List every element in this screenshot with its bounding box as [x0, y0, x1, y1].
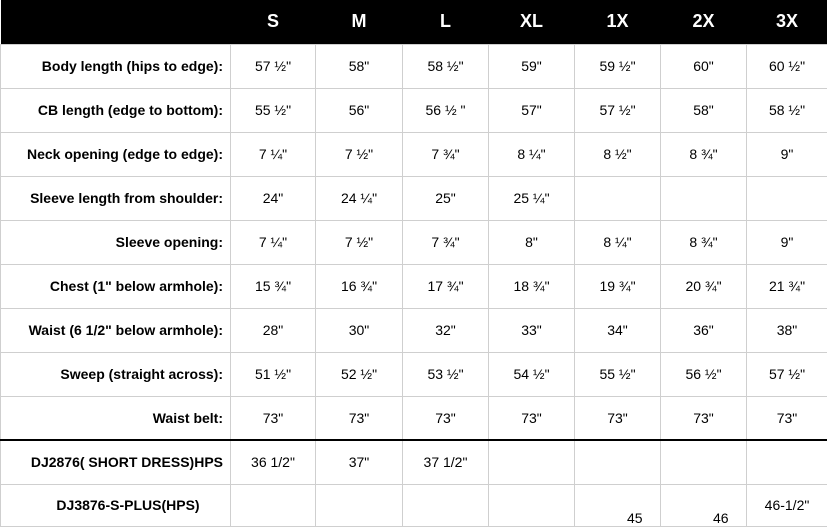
header-size-xl: XL: [489, 0, 575, 44]
cell-value: [661, 176, 747, 220]
cell-value: 7 ¼": [231, 132, 316, 176]
cell-value: 55 ½": [575, 352, 661, 396]
cell-value: [575, 440, 661, 484]
cell-value: 20 ¾": [661, 264, 747, 308]
cell-value: 51 ½": [231, 352, 316, 396]
cell-value: 56": [316, 88, 403, 132]
cell-value: 60": [661, 44, 747, 88]
cell-value: 8 ½": [575, 132, 661, 176]
cell-value: [489, 484, 575, 526]
cell-value: 73": [231, 396, 316, 440]
cell-value: 73": [747, 396, 827, 440]
header-size-3x: 3X: [747, 0, 827, 44]
cell-value: 33": [489, 308, 575, 352]
row-plus: [1, 484, 827, 526]
cell-value-text: 46: [713, 510, 729, 526]
cell-value: 73": [661, 396, 747, 440]
cell-value: 58": [316, 44, 403, 88]
header-size-2x: 2X: [661, 0, 747, 44]
cell-value: 7 ¼": [231, 220, 316, 264]
cell-value: 57 ½": [575, 88, 661, 132]
cell-value: [747, 440, 827, 484]
header-size-l: L: [403, 0, 489, 44]
row-label: DJ3876-S-PLUS(HPS): [1, 484, 231, 526]
cell-value: 73": [489, 396, 575, 440]
cell-value: 8 ¾": [661, 132, 747, 176]
header-size-m: M: [316, 0, 403, 44]
cell-value: 54 ½": [489, 352, 575, 396]
cell-value: 56 ½": [661, 352, 747, 396]
row-sleeve-length: [1, 176, 827, 220]
cell-value: 8": [489, 220, 575, 264]
cell-value: 36": [661, 308, 747, 352]
cell-value: [403, 484, 489, 526]
cell-value: 73": [403, 396, 489, 440]
cell-value: 7 ½": [316, 132, 403, 176]
cell-value: [747, 176, 827, 220]
cell-value: 57 ½": [747, 352, 827, 396]
cell-value: 15 ¾": [231, 264, 316, 308]
cell-value: 56 ½ ": [403, 88, 489, 132]
row-sweep: [1, 352, 827, 396]
cell-value: 7 ¾": [403, 132, 489, 176]
cell-value: 30": [316, 308, 403, 352]
cell-value: [575, 176, 661, 220]
cell-value: [575, 484, 661, 526]
cell-value: 25": [403, 176, 489, 220]
cell-value: 17 ¾": [403, 264, 489, 308]
cell-value: 8 ¼": [575, 220, 661, 264]
row-label: Waist belt:: [1, 396, 231, 440]
row-label: Chest (1" below armhole):: [1, 264, 231, 308]
row-label: Sleeve length from shoulder:: [1, 176, 231, 220]
header-row: [1, 0, 827, 44]
row-short-dress: [1, 440, 827, 484]
cell-value: [231, 484, 316, 526]
cell-value: 59": [489, 44, 575, 88]
cell-value: 46-1/2": [747, 484, 827, 526]
header-empty: [1, 0, 231, 44]
cell-value: 16 ¾": [316, 264, 403, 308]
row-label: Body length (hips to edge):: [1, 44, 231, 88]
cell-value: 37": [316, 440, 403, 484]
cell-value: [489, 440, 575, 484]
cell-value: 28": [231, 308, 316, 352]
cell-value: 58 ½": [403, 44, 489, 88]
cell-value: 7 ¾": [403, 220, 489, 264]
row-label: Neck opening (edge to edge):: [1, 132, 231, 176]
header-size-s: S: [231, 0, 316, 44]
row-sleeve-opening: [1, 220, 827, 264]
cell-value-text: 45: [627, 510, 643, 526]
cell-value: 8 ¼": [489, 132, 575, 176]
row-waist: [1, 308, 827, 352]
cell-value: [316, 484, 403, 526]
row-waist-belt: [1, 396, 827, 440]
cell-value: 37 1/2": [403, 440, 489, 484]
cell-value: 24 ¼": [316, 176, 403, 220]
cell-value: 73": [575, 396, 661, 440]
cell-value: [661, 440, 747, 484]
row-label: Sweep (straight across):: [1, 352, 231, 396]
header-size-1x: 1X: [575, 0, 661, 44]
cell-value: 8 ¾": [661, 220, 747, 264]
cell-value: 58": [661, 88, 747, 132]
row-cb-length: [1, 88, 827, 132]
cell-value: 57 ½": [231, 44, 316, 88]
cell-value: 38": [747, 308, 827, 352]
cell-value: 36 1/2": [231, 440, 316, 484]
cell-value: 53 ½": [403, 352, 489, 396]
row-label: DJ2876( SHORT DRESS)HPS: [1, 440, 231, 484]
row-label: Sleeve opening:: [1, 220, 231, 264]
cell-value: 58 ½": [747, 88, 827, 132]
cell-value: 59 ½": [575, 44, 661, 88]
row-body-length: [1, 44, 827, 88]
cell-value: 18 ¾": [489, 264, 575, 308]
cell-value: 55 ½": [231, 88, 316, 132]
row-neck-opening: [1, 132, 827, 176]
cell-value: 7 ½": [316, 220, 403, 264]
row-label: CB length (edge to bottom):: [1, 88, 231, 132]
cell-value: 25 ¼": [489, 176, 575, 220]
cell-value: 57": [489, 88, 575, 132]
cell-value: 34": [575, 308, 661, 352]
cell-value: 32": [403, 308, 489, 352]
cell-value: 9": [747, 132, 827, 176]
cell-value: 21 ¾": [747, 264, 827, 308]
row-label: Waist (6 1/2" below armhole):: [1, 308, 231, 352]
cell-value: 73": [316, 396, 403, 440]
row-chest: [1, 264, 827, 308]
cell-value: 60 ½": [747, 44, 827, 88]
cell-value: 19 ¾": [575, 264, 661, 308]
cell-value: 24": [231, 176, 316, 220]
cell-value: 52 ½": [316, 352, 403, 396]
cell-value: 9": [747, 220, 827, 264]
cell-value: [661, 484, 747, 526]
